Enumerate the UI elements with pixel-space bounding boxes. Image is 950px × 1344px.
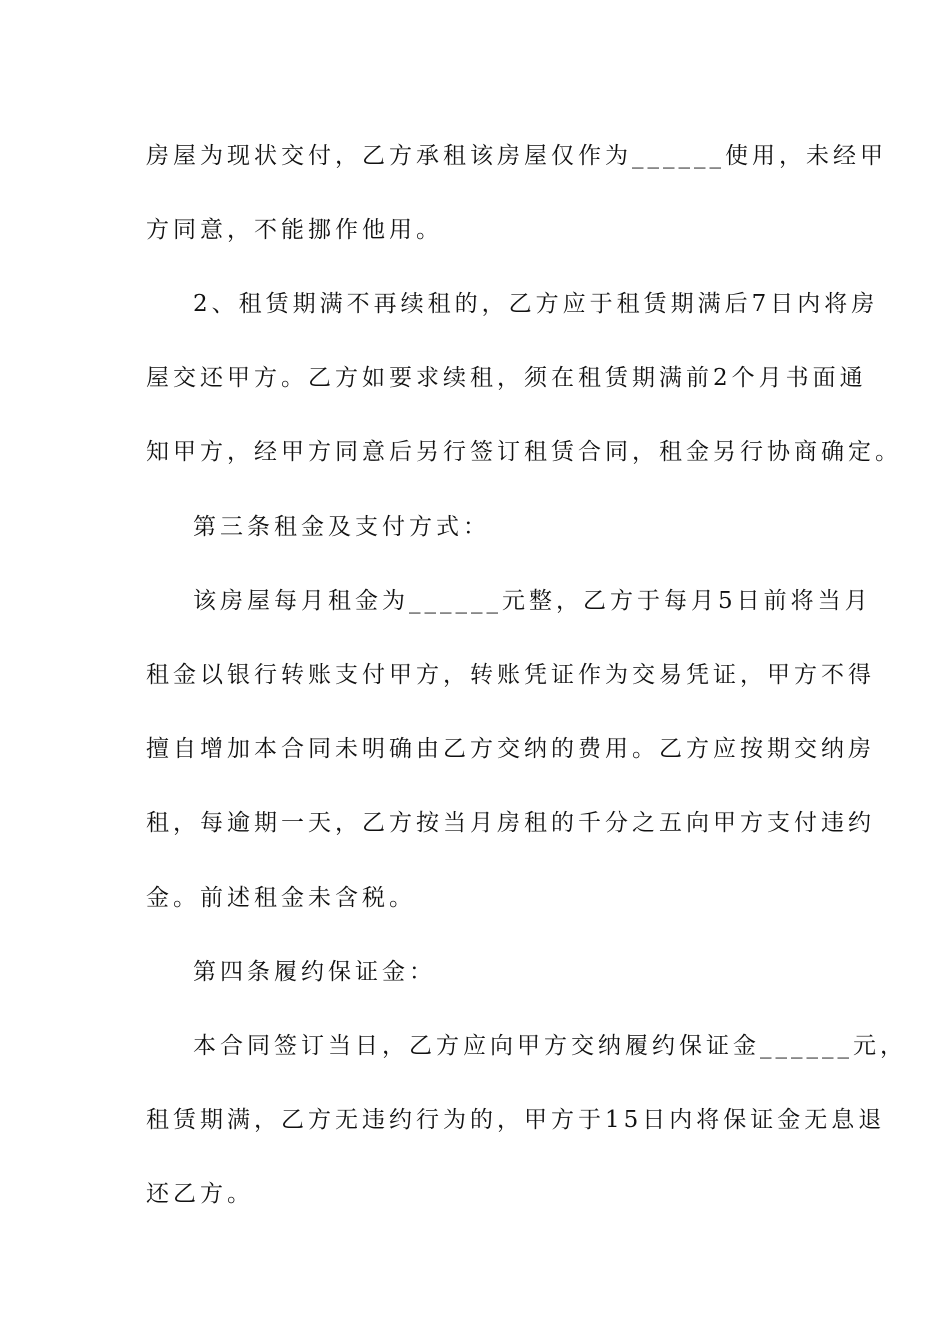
- text-line-5: 知甲方，经甲方同意后另行签订租赁合同，租金另行协商确定。: [146, 439, 902, 465]
- section-heading-article-3: 第三条租金及支付方式：: [193, 514, 490, 540]
- text-line-9: 擅自增加本合同未明确由乙方交纳的费用。乙方应按期交纳房: [146, 736, 875, 762]
- section-heading-article-4: 第四条履约保证金：: [193, 959, 436, 985]
- text-line-13: 本合同签订当日，乙方应向甲方交纳履约保证金______元，: [193, 1033, 907, 1059]
- text-line-4: 屋交还甲方。乙方如要求续租，须在租赁期满前2个月书面通: [146, 365, 867, 391]
- text-line-3: 2、租赁期满不再续租的，乙方应于租赁期满后7日内将房: [193, 291, 879, 317]
- text-line-14: 租赁期满，乙方无违约行为的，甲方于15日内将保证金无息退: [146, 1107, 886, 1133]
- text-line-7: 该房屋每月租金为______元整，乙方于每月5日前将当月: [193, 588, 872, 614]
- text-line-8: 租金以银行转账支付甲方，转账凭证作为交易凭证，甲方不得: [146, 662, 875, 688]
- text-line-10: 租，每逾期一天，乙方按当月房租的千分之五向甲方支付违约: [146, 810, 875, 836]
- text-line-15: 还乙方。: [146, 1181, 254, 1207]
- text-line-11: 金。前述租金未含税。: [146, 885, 416, 911]
- text-line-1: 房屋为现状交付，乙方承租该房屋仅作为______使用，未经甲: [146, 143, 887, 169]
- text-line-2: 方同意，不能挪作他用。: [146, 217, 443, 243]
